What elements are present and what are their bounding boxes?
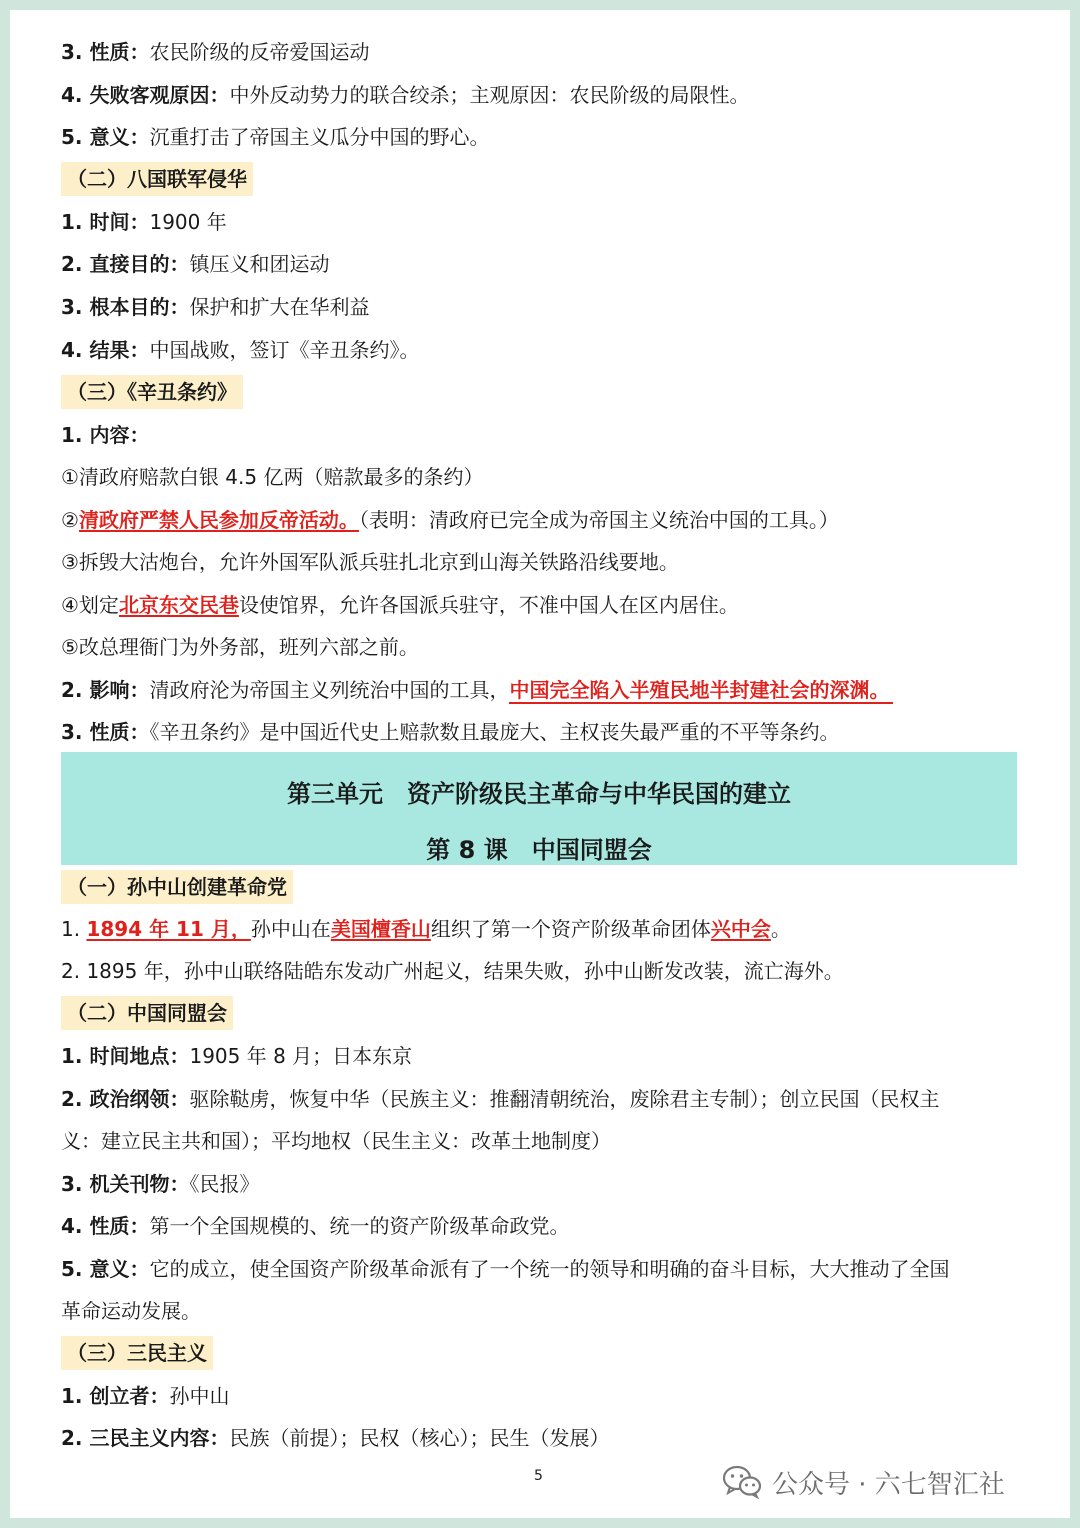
page-number: 5 [534,1468,543,1484]
text-line: 义：建立民主共和国）；平均地权（民生主义：改革土地制度） [61,1129,611,1153]
section-heading: （二）八国联军侵华 [61,162,253,196]
text-line: 1. 内容： [61,423,150,447]
text-line: 1. 创立者：孙中山 [61,1384,230,1408]
key-point: 美国檀香山 [330,917,431,941]
text-line: 2. 政治纲领：驱除鞑虏，恢复中华（民族主义：推翻清朝统治，废除君主专制）；创立民国（民权主 [61,1087,940,1111]
text-line: 2. 1895 年，孙中山联络陆皓东发动广州起义，结果失败，孙中山断发改装，流亡海外。 [61,959,844,983]
section-heading: （二）中国同盟会 [61,996,233,1030]
text-line: 5. 意义：它的成立，使全国资产阶级革命派有了一个统一的领导和明确的奋斗目标，大大推动了全国 [61,1257,950,1281]
text-line: 革命运动发展。 [61,1299,201,1323]
key-point: 中国完全陷入半殖民地半封建社会的深渊。 [509,678,893,704]
text-line: 2. 影响：清政府沦为帝国主义列统治中国的工具，中国完全陷入半殖民地半封建社会的深渊。 [61,676,893,704]
text-line: ⑤改总理衙门为外务部，班列六部之前。 [61,635,419,659]
key-point: 1894 年 11 月， [86,917,251,941]
text-line: 2. 三民主义内容：民族（前提）；民权（核心）；民生（发展） [61,1426,610,1450]
key-point: 清政府严禁人民参加反帝活动。 [78,508,359,532]
text-line: 1. 时间：1900 年 [61,210,227,234]
key-point: 北京东交民巷 [118,593,239,617]
text-line: 3. 性质：《辛丑条约》是中国近代史上赔款数且最庞大、主权丧失最严重的不平等条约。 [61,720,840,744]
unit-banner [61,752,1017,865]
text-line: 2. 直接目的：镇压义和团运动 [61,252,330,276]
key-point: 兴中会 [710,917,771,941]
text-line: 3. 性质：农民阶级的反帝爱国运动 [61,40,370,64]
text-line: 3. 根本目的：保护和扩大在华利益 [61,295,370,319]
text-line: ②清政府严禁人民参加反帝活动。（表明：清政府已完全成为帝国主义统治中国的工具。） [61,508,839,532]
text-line: 4. 结果：中国战败，签订《辛丑条约》。 [61,338,420,362]
text-line: 4. 性质：第一个全国规模的、统一的资产阶级革命政党。 [61,1214,570,1238]
text-line: ①清政府赔款白银 4.5 亿两（赔款最多的条约） [61,465,484,489]
document-page [10,10,1070,1518]
lesson-title: 第 8 课 中国同盟会 [426,836,652,864]
section-heading: （一）孙中山创建革命党 [61,870,293,904]
unit-title: 第三单元 资产阶级民主革命与中华民国的建立 [287,780,791,808]
watermark: 公众号 · 六七智汇社 [722,1462,1005,1502]
text-line: 1. 1894 年 11 月，孙中山在美国檀香山组织了第一个资产阶级革命团体兴中会。 [61,917,791,941]
text-line: 4. 失败客观原因：中外反动势力的联合绞杀；主观原因：农民阶级的局限性。 [61,83,750,107]
text-line: ④划定北京东交民巷设使馆界，允许各国派兵驻守，不准中国人在区内居住。 [61,593,739,617]
wechat-icon [722,1465,762,1499]
text-line: 3. 机关刊物：《民报》 [61,1172,260,1196]
text-line: 5. 意义：沉重打击了帝国主义瓜分中国的野心。 [61,125,490,149]
section-heading: （三）三民主义 [61,1336,213,1370]
section-heading: （三）《辛丑条约》 [61,375,243,409]
text-line: 1. 时间地点：1905 年 8 月；日本东京 [61,1044,413,1068]
text-line: ③拆毁大沽炮台，允许外国军队派兵驻扎北京到山海关铁路沿线要地。 [61,550,679,574]
